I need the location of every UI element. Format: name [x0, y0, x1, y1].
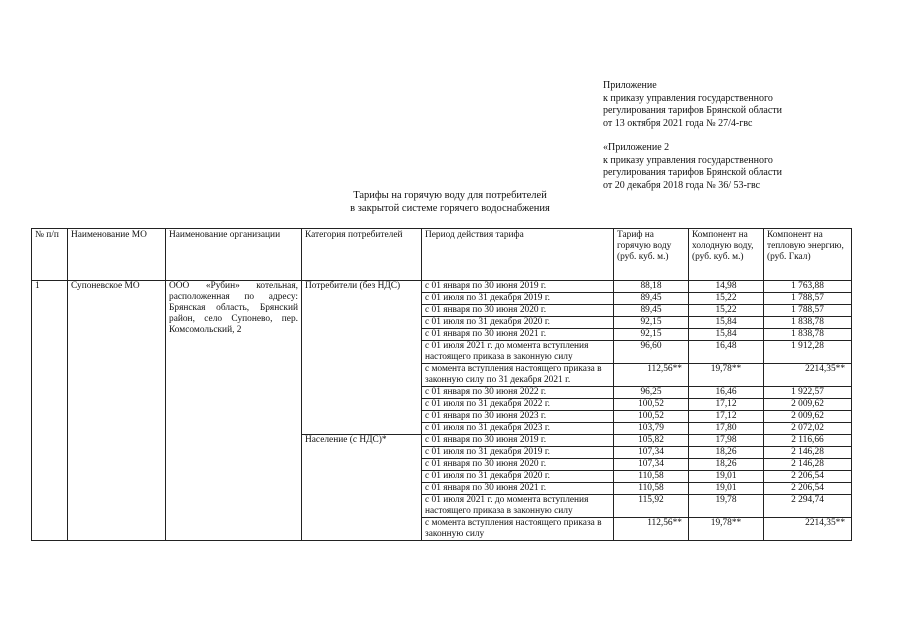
mo-cell: Супоневское МО [68, 281, 166, 541]
heat-energy-cell: 2 116,66 [764, 435, 852, 447]
title-line-2: в закрытой системе горячего водоснабжения [350, 202, 550, 214]
cold-water-cell: 19,78** [689, 518, 764, 541]
tariff-cell: 96,25 [614, 387, 689, 399]
header-mo: Наименование МО [68, 229, 166, 281]
heat-energy-cell: 1 838,78 [764, 329, 852, 341]
cold-water-cell: 15,84 [689, 329, 764, 341]
heat-energy-cell: 2 009,62 [764, 399, 852, 411]
cold-water-cell: 18,26 [689, 459, 764, 471]
table-row [32, 281, 852, 293]
table-body [32, 281, 852, 541]
tariff-cell: 88,18 [614, 281, 689, 293]
appendix2-line: от 20 декабря 2018 года № 36/ 53-гвс [603, 179, 761, 191]
period-cell: с 01 января по 30 июня 2020 г. [422, 459, 614, 471]
heat-energy-cell: 2214,35** [764, 518, 852, 541]
header-category: Категория потребителей [302, 229, 422, 281]
tariff-cell: 89,45 [614, 305, 689, 317]
cold-water-cell: 15,22 [689, 305, 764, 317]
tariff-cell: 107,34 [614, 447, 689, 459]
period-cell: с 01 июля по 31 декабря 2023 г. [422, 423, 614, 435]
heat-energy-cell: 2 294,74 [764, 495, 852, 518]
period-cell: с момента вступления настоящего приказа в законную силу [422, 518, 614, 541]
tariff-cell: 112,56** [614, 364, 689, 387]
appendix-line: к приказу управления государственного [603, 92, 773, 104]
tariff-cell: 96,60 [614, 341, 689, 364]
period-cell: с 01 января по 30 июня 2023 г. [422, 411, 614, 423]
header-no: № п/п [32, 229, 68, 281]
period-cell: с 01 июля 2021 г. до момента вступления настоящего приказа в законную силу [422, 341, 614, 364]
heat-energy-cell: 2214,35** [764, 364, 852, 387]
table-header-row [32, 229, 852, 281]
heat-energy-cell: 1 788,57 [764, 305, 852, 317]
heat-energy-cell: 1 912,28 [764, 341, 852, 364]
cold-water-cell: 19,78** [689, 364, 764, 387]
cold-water-cell: 16,48 [689, 341, 764, 364]
cold-water-cell: 16,46 [689, 387, 764, 399]
tariff-cell: 100,52 [614, 399, 689, 411]
header-tariff: Тариф на горячую воду (руб. куб. м.) [614, 229, 689, 281]
period-cell: с 01 января по 30 июня 2021 г. [422, 329, 614, 341]
heat-energy-cell: 2 072,02 [764, 423, 852, 435]
category-cell: Потребители (без НДС) [302, 281, 422, 435]
tariff-table [31, 228, 852, 541]
heat-energy-cell: 2 009,62 [764, 411, 852, 423]
cold-water-cell: 19,78 [689, 495, 764, 518]
header-heat: Компонент на тепловую энергию, (руб. Гкал) [764, 229, 852, 281]
appendix-line: Приложение [603, 80, 657, 91]
period-cell: с 01 января по 30 июня 2020 г. [422, 305, 614, 317]
cold-water-cell: 19,01 [689, 483, 764, 495]
organization-cell: ООО «Рубин» котельная, расположенная по адресу: Брянская область, Брянский район, село Супонево, пер. Комсомольский, 2 [166, 281, 302, 541]
header-cold: Компонент на холодную воду, (руб. куб. м.) [689, 229, 764, 281]
cold-water-cell: 15,84 [689, 317, 764, 329]
cold-water-cell: 17,12 [689, 399, 764, 411]
cold-water-cell: 17,12 [689, 411, 764, 423]
tariff-cell: 110,58 [614, 483, 689, 495]
appendix-block [603, 80, 893, 192]
heat-energy-cell: 1 922,57 [764, 387, 852, 399]
period-cell: с 01 июля 2021 г. до момента вступления настоящего приказа в законную силу [422, 495, 614, 518]
cold-water-cell: 17,80 [689, 423, 764, 435]
tariff-cell: 105,82 [614, 435, 689, 447]
heat-energy-cell: 1 788,57 [764, 293, 852, 305]
header-period: Период действия тарифа [422, 229, 614, 281]
cold-water-cell: 14,98 [689, 281, 764, 293]
header-org: Наименование организации [166, 229, 302, 281]
heat-energy-cell: 1 763,88 [764, 281, 852, 293]
heat-energy-cell: 2 146,28 [764, 459, 852, 471]
category-cell: Население (с НДС)* [302, 435, 422, 541]
heat-energy-cell: 1 838,78 [764, 317, 852, 329]
tariff-cell: 92,15 [614, 329, 689, 341]
appendix-line: от 13 октября 2021 года № 27/4-гвс [603, 117, 753, 129]
title-line-1: Тарифы на горячую воду для потребителей [353, 190, 547, 201]
cold-water-cell: 19,01 [689, 471, 764, 483]
period-cell: с 01 января по 30 июня 2019 г. [422, 281, 614, 293]
period-cell: с 01 июля по 31 декабря 2022 г. [422, 399, 614, 411]
period-cell: с 01 января по 30 июня 2021 г. [422, 483, 614, 495]
cold-water-cell: 17,98 [689, 435, 764, 447]
tariff-cell: 100,52 [614, 411, 689, 423]
tariff-cell: 92,15 [614, 317, 689, 329]
period-cell: с 01 июля по 31 декабря 2020 г. [422, 317, 614, 329]
tariff-cell: 112,56** [614, 518, 689, 541]
appendix-line: регулирования тарифов Брянской области [603, 105, 783, 116]
tariff-cell: 115,92 [614, 495, 689, 518]
tariff-cell: 107,34 [614, 459, 689, 471]
cold-water-cell: 15,22 [689, 293, 764, 305]
period-cell: с 01 июля по 31 декабря 2019 г. [422, 447, 614, 459]
tariff-cell: 89,45 [614, 293, 689, 305]
document-title [320, 190, 580, 215]
period-cell: с 01 июля по 31 декабря 2020 г. [422, 471, 614, 483]
period-cell: с момента вступления настоящего приказа в законную силу по 31 декабря 2021 г. [422, 364, 614, 387]
period-cell: с 01 января по 30 июня 2022 г. [422, 387, 614, 399]
tariff-cell: 103,79 [614, 423, 689, 435]
cold-water-cell: 18,26 [689, 447, 764, 459]
appendix2-line: «Приложение 2 [603, 142, 670, 153]
period-cell: с 01 июля по 31 декабря 2019 г. [422, 293, 614, 305]
row-number-cell: 1 [32, 281, 68, 541]
heat-energy-cell: 2 206,54 [764, 483, 852, 495]
period-cell: с 01 января по 30 июня 2019 г. [422, 435, 614, 447]
appendix2-line: к приказу управления государственного [603, 154, 773, 166]
spacer [603, 130, 893, 142]
tariff-cell: 110,58 [614, 471, 689, 483]
heat-energy-cell: 2 206,54 [764, 471, 852, 483]
heat-energy-cell: 2 146,28 [764, 447, 852, 459]
appendix2-line: регулирования тарифов Брянской области [603, 167, 783, 178]
